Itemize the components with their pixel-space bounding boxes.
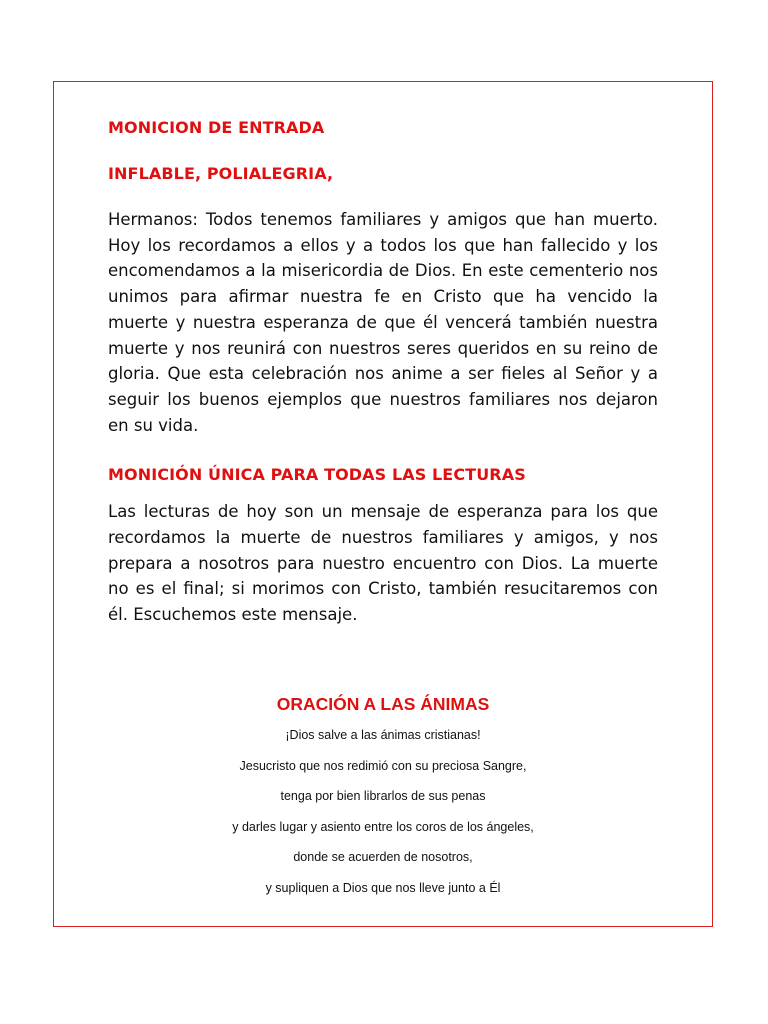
document-content xyxy=(108,118,658,628)
heading-monicion-entrada: MONICION DE ENTRADA xyxy=(108,118,325,137)
prayer-line: ¡Dios salve a las ánimas cristianas! xyxy=(285,728,481,742)
prayer-line: tenga por bien librarlos de sus penas xyxy=(280,789,486,803)
paragraph-monicion-entrada: Hermanos: Todos tenemos familiares y amigos que han muerto. Hoy los recordamos a ellos y a todos los que han fallecido y los encomendamos a la misericordia de Dios. En este cementerio nos unimos para afirmar nuestra fe en Cristo que ha vencido la muerte y nuestra esperanza de que él vencerá también nuestra muerte y nos reunirá con nuestros seres queridos en su reino de gloria. Que esta celebración nos anime a ser fieles al Señor y a seguir los buenos ejemplos que nuestros familiares nos dejaron en su vida. xyxy=(108,210,658,435)
heading-inflable: INFLABLE, POLIALEGRIA, xyxy=(108,164,334,183)
paragraph-monicion-lecturas: Las lecturas de hoy son un mensaje de esperanza para los que recordamos la muerte de nuestros familiares y amigos, y nos prepara a nosotros para nuestro encuentro con Dios. La muerte no es el final; si morimos con Cristo, también resucitaremos con él. Escuchemos este mensaje. xyxy=(108,502,658,625)
prayer-line: y darles lugar y asiento entre los coros de los ángeles, xyxy=(232,819,534,834)
prayer-section xyxy=(54,694,712,911)
prayer-line: y supliquen a Dios que nos lleve junto a Él xyxy=(265,880,501,895)
prayer-title: ORACIÓN A LAS ÁNIMAS xyxy=(276,694,490,714)
page-border-frame xyxy=(53,81,713,927)
prayer-line: donde se acuerden de nosotros, xyxy=(293,850,473,864)
prayer-lines xyxy=(54,728,712,896)
heading-monicion-lecturas: MONICIÓN ÚNICA PARA TODAS LAS LECTURAS xyxy=(108,465,526,485)
prayer-line: Jesucristo que nos redimió con su preciosa Sangre, xyxy=(239,758,527,773)
